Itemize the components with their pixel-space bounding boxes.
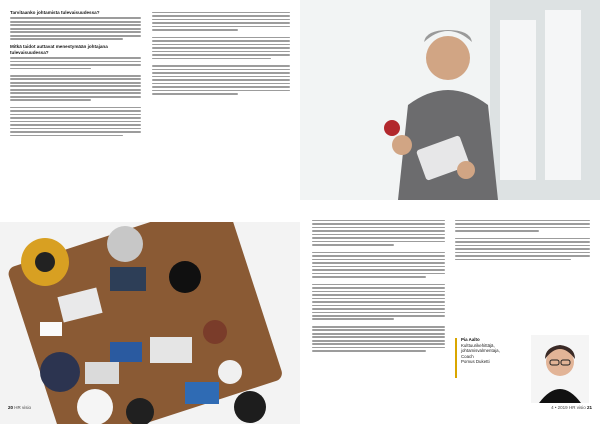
author-portrait [531, 335, 589, 403]
right-column-1 [312, 218, 445, 352]
left-column-2 [152, 10, 290, 95]
body-text [10, 17, 141, 40]
magazine-name: HR visio [14, 405, 32, 410]
section-heading-2: Mitkä taidot auttavat menestymään johtajana tulevaisuudessa? [10, 43, 108, 55]
author-title-line: johtamisvalmentaja, [461, 348, 500, 354]
section-heading-1: Tarvitaanko johtamista tulevaisuudessa? [10, 10, 100, 15]
page-number: 20 [8, 405, 14, 410]
team-meeting-photo [0, 222, 300, 424]
body-text [312, 252, 445, 278]
page-folio-right [551, 405, 592, 410]
body-text [152, 37, 290, 60]
issue-label: 4 • 2019 [551, 405, 568, 410]
body-text [312, 326, 445, 352]
body-text [455, 238, 590, 261]
body-text [152, 65, 290, 94]
body-text [10, 107, 141, 136]
body-text [10, 57, 141, 69]
page-folio-left [8, 405, 31, 410]
body-text [312, 284, 445, 320]
accent-bar [455, 338, 457, 378]
author-bio-card [455, 335, 595, 405]
author-title-line: Coach [461, 353, 474, 359]
right-column-2 [455, 218, 590, 260]
magazine-name: HR visio [568, 405, 586, 410]
body-text [152, 12, 290, 31]
body-text [455, 220, 590, 232]
page-number: 21 [586, 405, 592, 410]
body-text [312, 220, 445, 246]
left-column-1 [10, 10, 141, 136]
author-title-line: Kulttuurikehittäjä, [461, 342, 495, 348]
author-name: Pia Aalto [461, 337, 480, 342]
body-text [10, 75, 141, 101]
man-with-tablet-photo [300, 0, 600, 200]
author-bio [461, 337, 500, 365]
author-title-line: Pomus Duketti [461, 359, 490, 365]
